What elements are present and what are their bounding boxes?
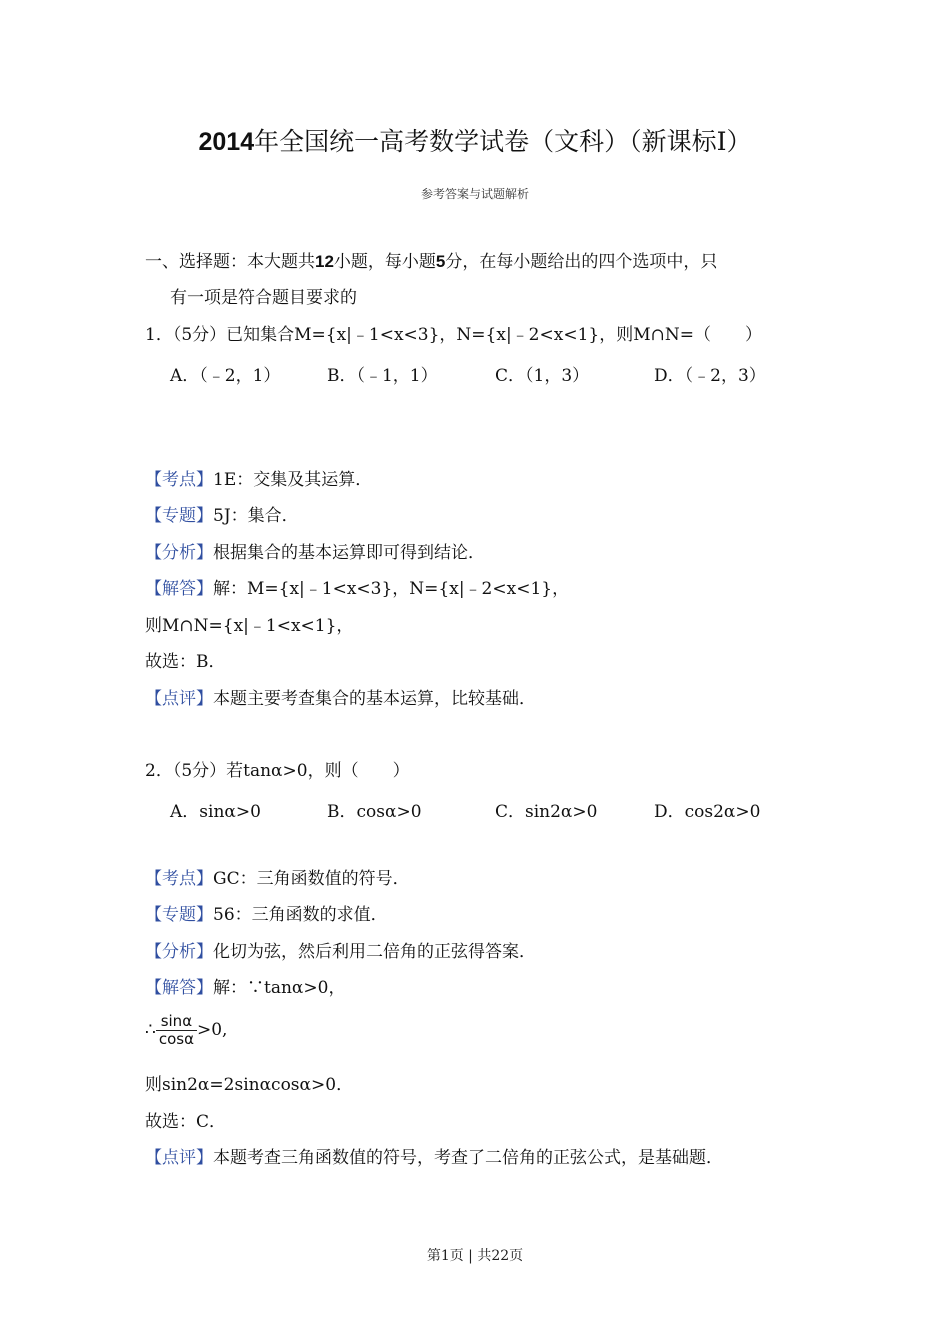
q2-option-d: D．cos2α>0 <box>654 802 761 822</box>
page-title <box>0 122 950 158</box>
q1-answer: 故选：B． <box>145 652 226 672</box>
section-text-b: 小题，每小题 <box>333 252 436 272</box>
q1-zhuanti <box>145 504 299 528</box>
title-year: 2014 <box>198 128 255 156</box>
q2-fenxi-text: 化切为弦，然后利用二倍角的正弦得答案． <box>213 942 536 962</box>
q2-jieda-text: 解：∵tanα>0， <box>213 978 346 998</box>
q1-option-a: A．（﹣2，1） <box>170 366 281 386</box>
q2-option-b: B．cosα>0 <box>327 802 422 822</box>
page-footer: 第1页 | 共22页 <box>426 1248 524 1264</box>
q1-jieda <box>145 577 569 601</box>
zhuanti-tag: 【专题】 <box>145 506 213 526</box>
q2-kaodian-text: GC：三角函数值的符号． <box>213 869 410 889</box>
zhuanti-tag: 【专题】 <box>145 905 213 925</box>
kaodian-tag: 【考点】 <box>145 470 213 490</box>
q1-kaodian-text: 1E：交集及其运算． <box>213 470 373 490</box>
q2-stem: 2．（5分）若tanα>0，则（ ） <box>145 761 410 781</box>
sin-over-cos-fraction <box>156 1013 197 1048</box>
q1-option-c: C．（1，3） <box>495 366 590 386</box>
section-heading-line1 <box>145 250 717 274</box>
q2-answer: 故选：C． <box>145 1112 227 1132</box>
fenxi-tag: 【分析】 <box>145 942 213 962</box>
jieda-tag: 【解答】 <box>145 579 213 599</box>
fraction-denominator: cosα <box>158 1030 194 1048</box>
section-text-c: 分，在每小题给出的四个选项中，只 <box>445 252 718 272</box>
q1-dianping <box>145 687 536 711</box>
q2-zhuanti <box>145 903 388 927</box>
q2-step3: 则sin2α=2sinαcosα>0． <box>145 1075 354 1095</box>
section-text-a: 一、选择题：本大题共 <box>145 252 315 272</box>
q2-dianping <box>145 1146 723 1170</box>
section-score: 5 <box>435 252 446 271</box>
q1-dianping-text: 本题主要考查集合的基本运算，比较基础． <box>213 689 536 709</box>
q1-option-b: B．（﹣1，1） <box>327 366 438 386</box>
fraction-tail: >0, <box>196 1020 228 1040</box>
q1-fenxi <box>145 541 485 565</box>
fenxi-tag: 【分析】 <box>145 543 213 563</box>
q1-option-d: D．（﹣2，3） <box>654 366 766 386</box>
therefore-symbol: ∴ <box>145 1020 156 1040</box>
q1-fenxi-text: 根据集合的基本运算即可得到结论． <box>213 543 485 563</box>
q2-zhuanti-text: 56：三角函数的求值． <box>213 905 388 925</box>
q2-fenxi <box>145 940 536 964</box>
page-subtitle: 参考答案与试题解析 <box>420 187 529 201</box>
q2-kaodian <box>145 867 410 891</box>
dianping-tag: 【点评】 <box>145 689 213 709</box>
section-heading-line2: 有一项是符合题目要求的 <box>170 288 357 308</box>
q1-jieda-text: 解：M={x|﹣1<x<3}，N={x|﹣2<x<1}， <box>213 579 570 599</box>
q2-fraction-line <box>145 1013 227 1048</box>
q2-option-a: A．sinα>0 <box>170 802 261 822</box>
q1-zhuanti-text: 5J：集合． <box>213 506 299 526</box>
title-text: 年全国统一高考数学试卷（文科）（新课标Ⅰ） <box>254 127 752 156</box>
section-count: 12 <box>315 252 334 271</box>
fraction-numerator: sinα <box>156 1013 197 1031</box>
dianping-tag: 【点评】 <box>145 1148 213 1168</box>
jieda-tag: 【解答】 <box>145 978 213 998</box>
q1-stem: 1．（5分）已知集合M={x|﹣1<x<3}，N={x|﹣2<x<1}，则M∩N=（ ） <box>145 325 762 345</box>
q2-dianping-text: 本题考查三角函数值的符号，考查了二倍角的正弦公式，是基础题． <box>213 1148 723 1168</box>
q2-jieda <box>145 976 345 1000</box>
q1-kaodian <box>145 468 372 492</box>
kaodian-tag: 【考点】 <box>145 869 213 889</box>
q1-step2: 则M∩N={x|﹣1<x<1}， <box>145 616 354 636</box>
q2-option-c: C．sin2α>0 <box>495 802 598 822</box>
